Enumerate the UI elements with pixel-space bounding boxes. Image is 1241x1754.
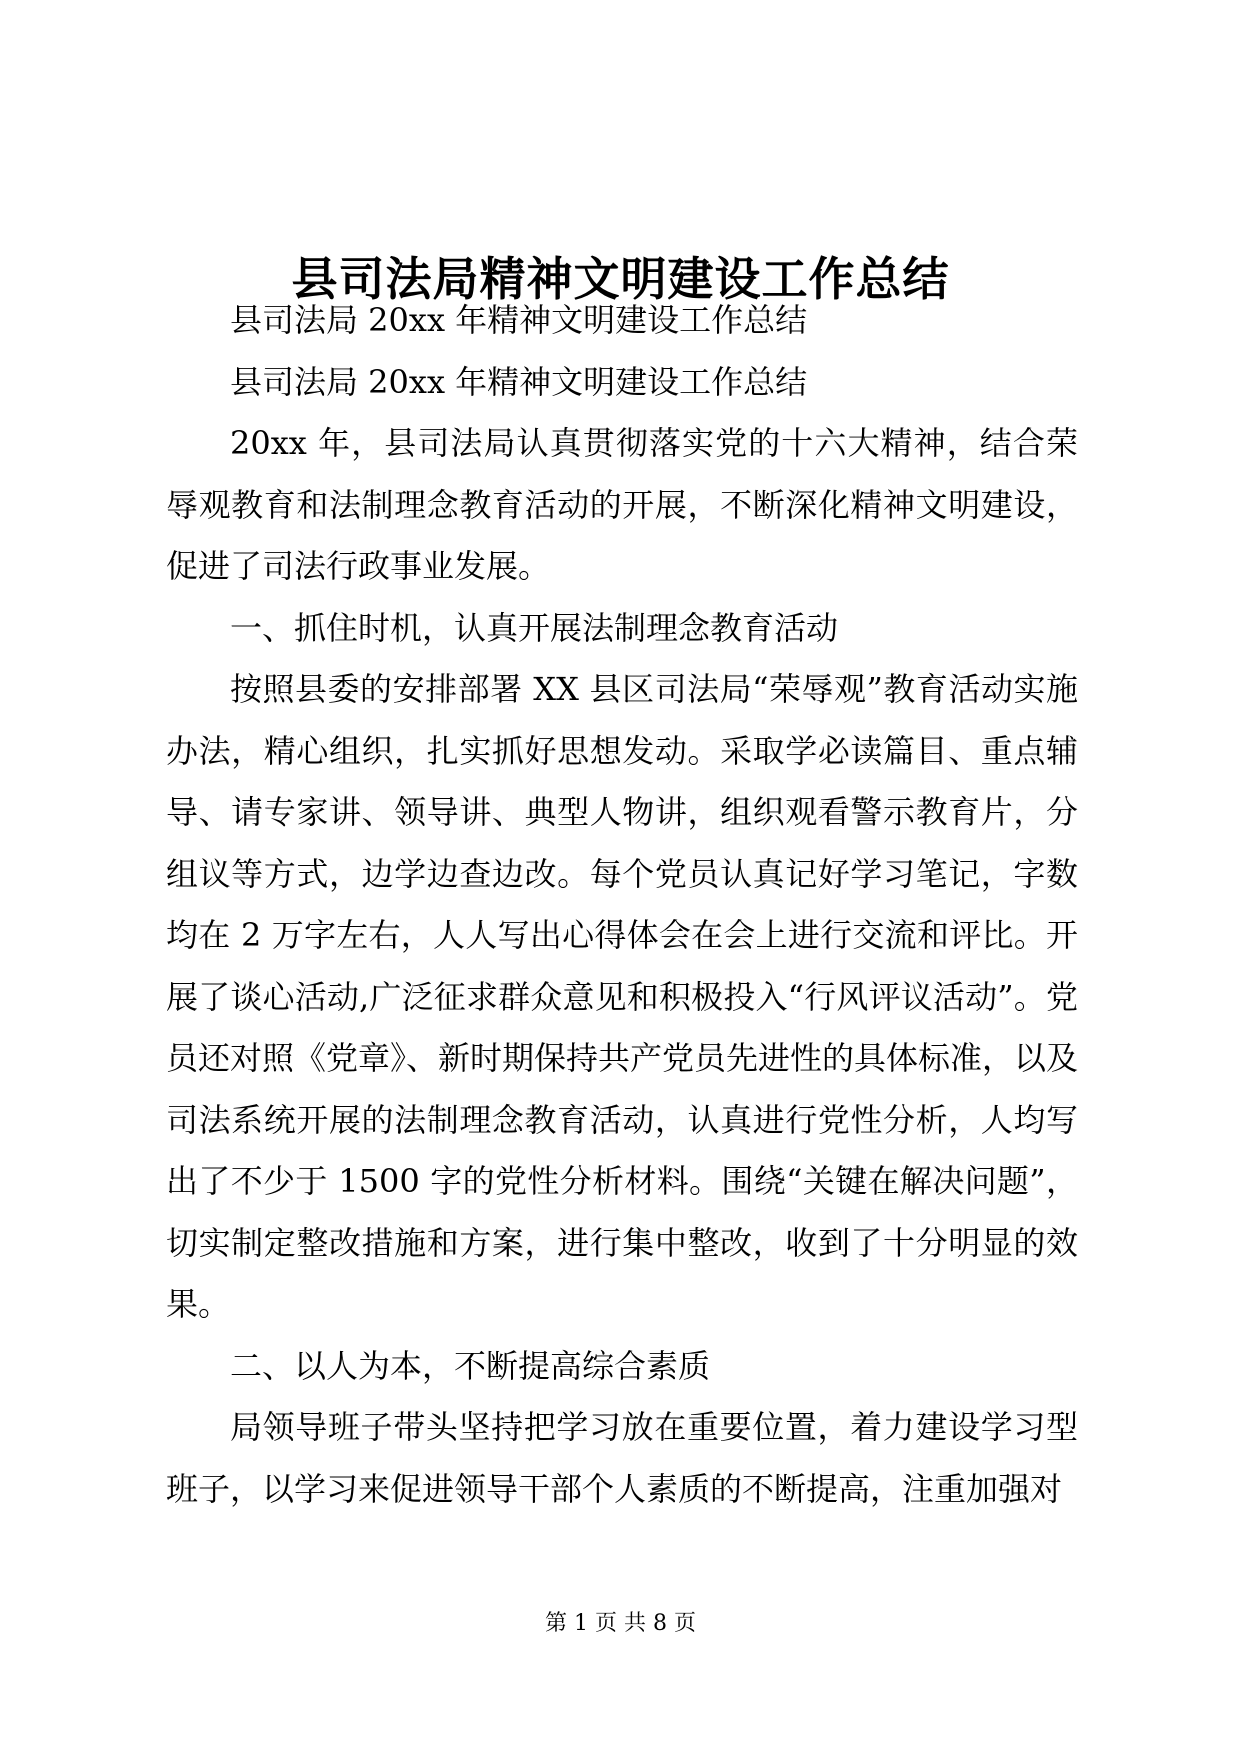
page-footer: 第 1 页 共 8 页 bbox=[545, 1611, 696, 1636]
document-title: 县司法局精神文明建设工作总结 bbox=[291, 251, 950, 306]
body-paragraph: 20xx 年，县司法局认真贯彻落实党的十六大精神，结合荣辱观教育和法制理念教育活动的开展，不断深化精神文明建设，促进了司法行政事业发展。 bbox=[166, 424, 1078, 585]
document-body bbox=[166, 290, 1078, 1520]
body-paragraph: 按照县委的安排部署 XX 县区司法局“荣辱观”教育活动实施办法，精心组织，扎实抓好思想发动。采取学必读篇目、重点辅导、请专家讲、领导讲、典型人物讲，组织观看警示教育片，分组议等方式，边学边查边改。每个党员认真记好学习笔记，字数均在 2 万字左右，人人写出心得体会在会上进行交流和评比。开展了谈心活动,广泛征求群众意见和积极投入“行风评议活动”。党员还对照《党章》、新时期保持共产党员先进性的具体标准，以及司法系统开展的法制理念教育活动，认真进行党性分析，人均写出了不少于 1500 字的党性分析材料。围绕“关键在解决问题”，切实制定整改措施和方案，进行集中整改，收到了十分明显的效果。 bbox=[166, 670, 1079, 1323]
body-paragraph: 局领导班子带头坚持把学习放在重要位置，着力建设学习型班子，以学习来促进领导干部个人素质的不断提高，注重加强对 bbox=[166, 1408, 1078, 1508]
subtitle-line: 县司法局 20xx 年精神文明建设工作总结 bbox=[230, 301, 808, 339]
section-heading: 二、以人为本，不断提高综合素质 bbox=[230, 1346, 711, 1385]
subtitle-line: 县司法局 20xx 年精神文明建设工作总结 bbox=[230, 362, 808, 401]
section-heading: 一、抓住时机，认真开展法制理念教育活动 bbox=[230, 608, 839, 647]
